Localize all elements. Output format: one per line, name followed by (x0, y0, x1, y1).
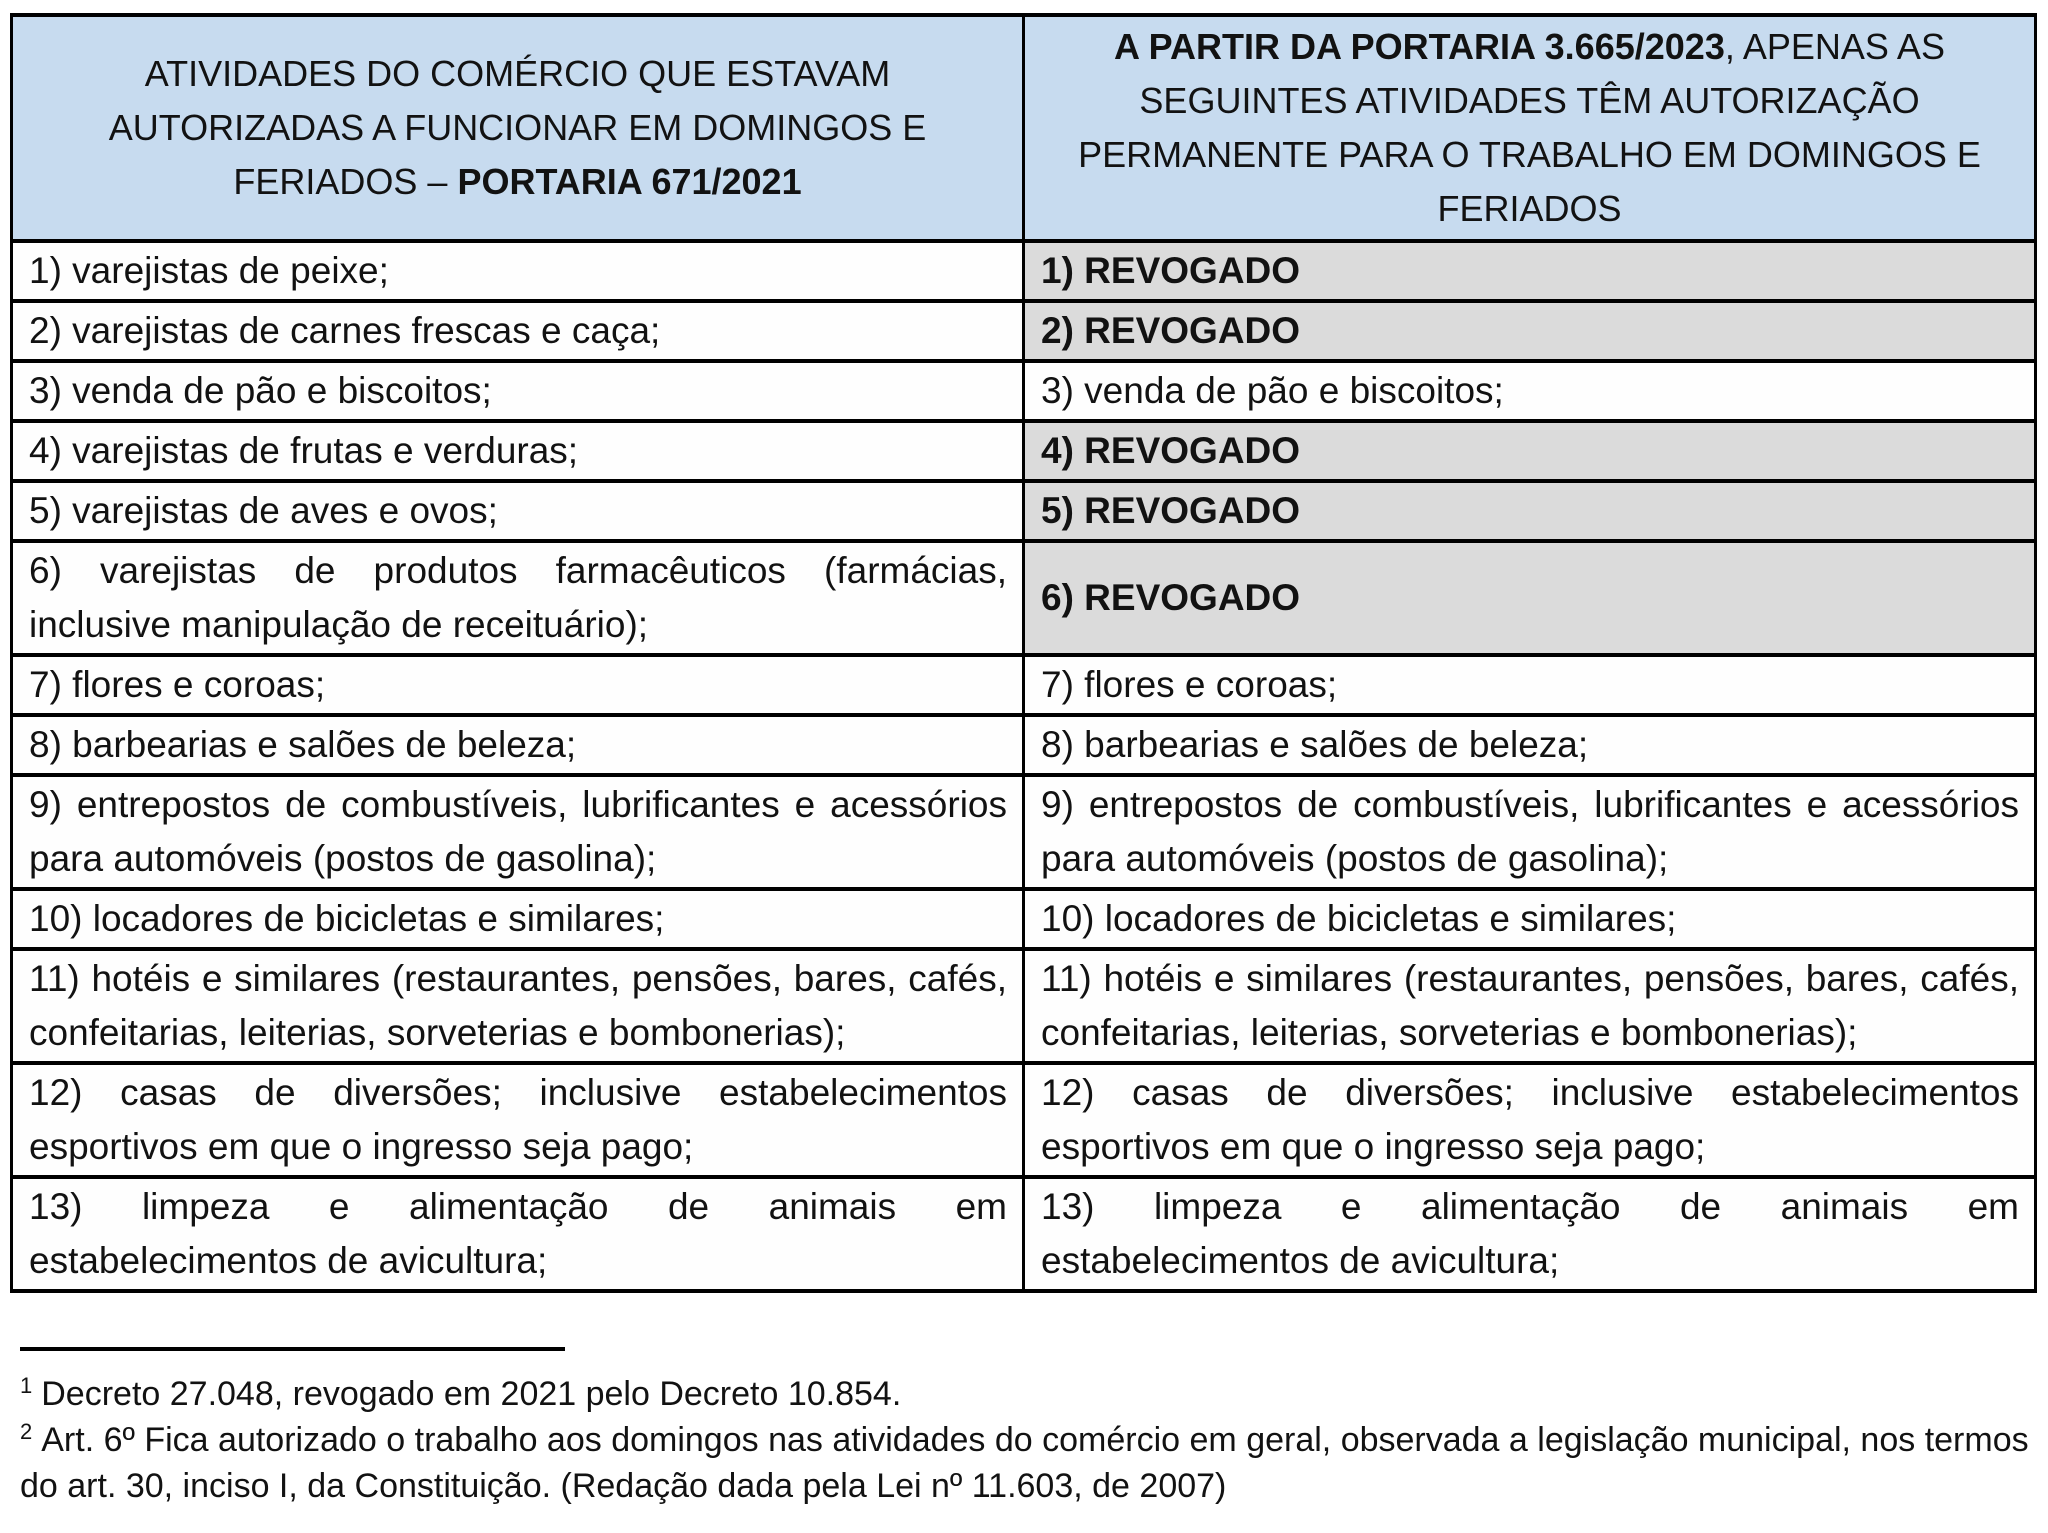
header-cell-portaria-671 (12, 15, 1024, 241)
activity-cell-left: 4) varejistas de frutas e verduras; (12, 421, 1024, 481)
activity-cell-left: 6) varejistas de produtos farmacêuticos (farmácias, inclusive manipulação de receituário); (12, 541, 1024, 655)
header-cell-portaria-3665 (1024, 15, 2036, 241)
table-row (12, 541, 2036, 655)
header-right-regular-text: , APENAS AS SEGUINTES ATIVIDADES TÊM AUTORIZAÇÃO PERMANENTE PARA O TRABALHO EM DOMINGOS E FERIADOS (1078, 26, 1981, 229)
footnote-1-text: Decreto 27.048, revogado em 2021 pelo Decreto 10.854. (41, 1375, 902, 1413)
table-row (12, 1177, 2036, 1291)
activity-cell-right: 1) REVOGADO (1024, 241, 2036, 301)
activity-cell-left: 10) locadores de bicicletas e similares; (12, 889, 1024, 949)
footnote-1 (20, 1371, 2030, 1417)
activity-cell-right: 6) REVOGADO (1024, 541, 2036, 655)
activity-cell-right: 2) REVOGADO (1024, 301, 2036, 361)
header-right-bold-text: A PARTIR DA PORTARIA 3.665/2023 (1114, 26, 1725, 67)
activity-cell-left: 13) limpeza e alimentação de animais em estabelecimentos de avicultura; (12, 1177, 1024, 1291)
activity-cell-right: 4) REVOGADO (1024, 421, 2036, 481)
activity-cell-right: 9) entrepostos de combustíveis, lubrificantes e acessórios para automóveis (postos de gasolina); (1024, 775, 2036, 889)
activity-cell-right: 8) barbearias e salões de beleza; (1024, 715, 2036, 775)
activity-cell-left: 1) varejistas de peixe; (12, 241, 1024, 301)
comparison-table (10, 13, 2037, 1293)
footnote-separator (20, 1347, 565, 1351)
table-row (12, 1063, 2036, 1177)
header-left-regular-text: ATIVIDADES DO COMÉRCIO QUE ESTAVAM AUTORIZADAS A FUNCIONAR EM DOMINGOS E FERIADOS – (108, 53, 927, 202)
activity-cell-left: 3) venda de pão e biscoitos; (12, 361, 1024, 421)
table-row (12, 301, 2036, 361)
activity-cell-left: 5) varejistas de aves e ovos; (12, 481, 1024, 541)
header-left-bold-text: PORTARIA 671/2021 (457, 161, 802, 202)
table-row (12, 775, 2036, 889)
footnotes-section (20, 1347, 2037, 1509)
activity-cell-right: 10) locadores de bicicletas e similares; (1024, 889, 2036, 949)
footnote-2 (20, 1417, 2030, 1509)
activity-cell-left: 11) hotéis e similares (restaurantes, pensões, bares, cafés, confeitarias, leiterias, sorveterias e bombonerias); (12, 949, 1024, 1063)
header-row (12, 15, 2036, 241)
activity-cell-left: 8) barbearias e salões de beleza; (12, 715, 1024, 775)
activity-cell-left: 7) flores e coroas; (12, 655, 1024, 715)
activity-cell-right: 11) hotéis e similares (restaurantes, pensões, bares, cafés, confeitarias, leiterias, sorveterias e bombonerias); (1024, 949, 2036, 1063)
table-row (12, 949, 2036, 1063)
footnote-1-marker: 1 (20, 1372, 33, 1398)
table-row (12, 241, 2036, 301)
table-row (12, 889, 2036, 949)
footnote-2-marker: 2 (20, 1418, 33, 1444)
activity-cell-left: 2) varejistas de carnes frescas e caça; (12, 301, 1024, 361)
activity-cell-left: 9) entrepostos de combustíveis, lubrificantes e acessórios para automóveis (postos de gasolina); (12, 775, 1024, 889)
activity-cell-left: 12) casas de diversões; inclusive estabelecimentos esportivos em que o ingresso seja pago; (12, 1063, 1024, 1177)
table-row (12, 655, 2036, 715)
table-row (12, 421, 2036, 481)
table-row (12, 481, 2036, 541)
table-row (12, 715, 2036, 775)
activity-cell-right: 5) REVOGADO (1024, 481, 2036, 541)
footnote-2-text: Art. 6º Fica autorizado o trabalho aos domingos nas atividades do comércio em geral, observada a legislação municipal, nos termos do art. 30, inciso I, da Constituição. (Redação dada pela Lei nº 11.603, de 2007) (20, 1421, 2029, 1505)
activity-cell-right: 3) venda de pão e biscoitos; (1024, 361, 2036, 421)
activity-cell-right: 7) flores e coroas; (1024, 655, 2036, 715)
table-row (12, 361, 2036, 421)
activity-cell-right: 12) casas de diversões; inclusive estabelecimentos esportivos em que o ingresso seja pago; (1024, 1063, 2036, 1177)
activity-cell-right: 13) limpeza e alimentação de animais em estabelecimentos de avicultura; (1024, 1177, 2036, 1291)
